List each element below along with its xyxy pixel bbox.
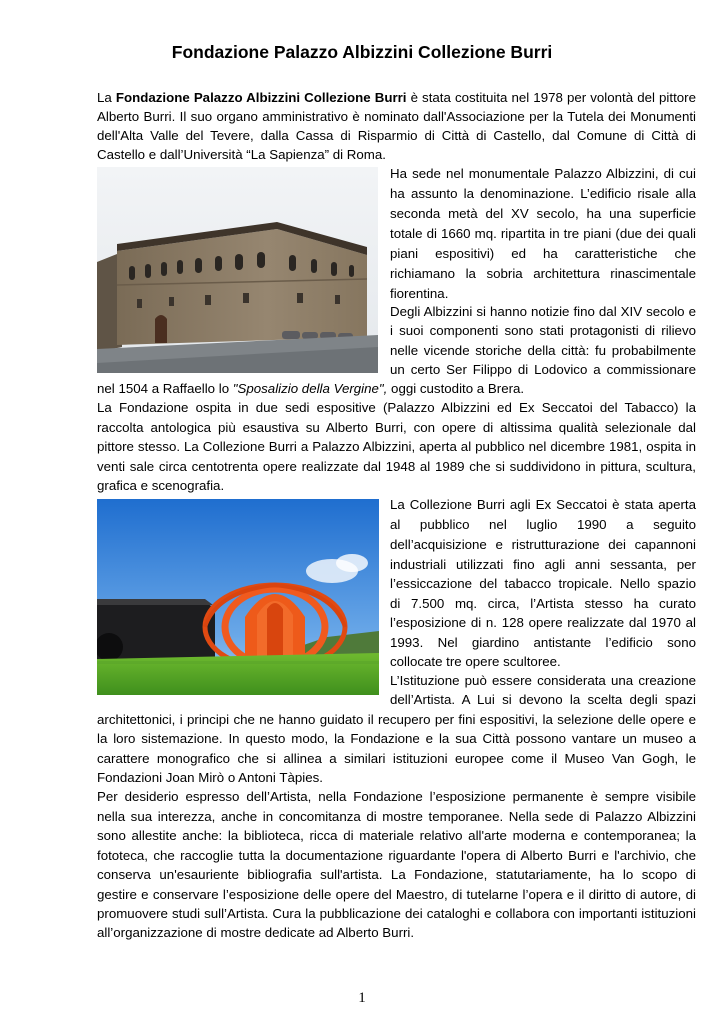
paragraph-5-line: 1993. Nel giardino antistante l’edificio sono	[390, 635, 696, 650]
paragraph-4-line: venti sale circa centotrenta opere realizzate dal 1948 al 1989 che si suddividono in pittura, scultura,	[97, 459, 696, 474]
paragraph-1-line: Alberto Burri. Il suo organo amministrativo è nominato dall'Associazione per la Tutela dei Monumenti	[97, 109, 696, 124]
paragraph-2-line: fiorentina.	[390, 286, 449, 301]
paragraph-5-line: l’essiccazione del tabacco tropicale. Nello spazio	[390, 576, 696, 591]
paragraph-1-line: Castello e dall’Università “La Sapienza” di Roma.	[97, 147, 386, 162]
paragraph-2-line: richiamano la sobria architettura rinascimentale	[390, 266, 696, 281]
paragraph-3-line: i suoi componenti sono stati protagonisti di rilievo	[390, 323, 696, 338]
paragraph-5-line: industriali utilizzati fino agli anni sessanta, per	[390, 557, 696, 572]
bold-foundation-name: Fondazione Palazzo Albizzini Collezione Burri	[115, 90, 407, 105]
paragraph-6-line: carattere monografico che si allinea a similari istituzioni europee come il Museo Van Gogh, le	[97, 751, 696, 766]
paragraph-7-line: fototeca, che raccoglie tutta la documentazione riguardante l'opera di Alberto Burri e l'archivio, che	[97, 848, 696, 863]
paragraph-5-line: l’esposizione di n. 128 opere realizzate dal 1970 al	[390, 615, 696, 630]
paragraph-5-line: di 7.500 mq. circa, l’Artista stesso ha curato	[390, 596, 696, 611]
paragraph-3-line	[97, 379, 696, 398]
seccatoi-illustration	[97, 499, 379, 695]
paragraph-6-line: la loro sistemazione. In questo modo, la Fondazione e la sua Città possono vantare un museo a	[97, 731, 696, 746]
paragraph-6-line: L’Istituzione può essere considerata una creazione	[390, 673, 696, 688]
paragraph-4-line: La Fondazione ospita in due sedi espositive (Palazzo Albizzini ed Ex Seccatoi del Tabacco) la	[97, 400, 696, 415]
paragraph-2-line: seconda metà del XV secolo, ha una superficie	[390, 206, 696, 221]
paragraph-4-line: grafica e scenografia.	[97, 478, 225, 493]
paragraph-2-line: totale di 1660 mq. ripartita in tre piani (due dei quali	[390, 226, 696, 241]
paragraph-2-line: Ha sede nel monumentale Palazzo Albizzini, di cui	[390, 166, 696, 181]
paragraph-3-line: nelle vicende storiche della città: fu probabilmente	[390, 343, 696, 358]
palazzo-albizzini-photo	[97, 167, 378, 373]
paragraph-5-line: collocate tre opere scultoree.	[390, 654, 561, 669]
paragraph-6-line: dell’Artista. A Lui si devono la scelta degli spazi	[390, 692, 696, 707]
paragraph-6-line: Fondazioni Joan Mirò o Antoni Tàpies.	[97, 770, 323, 785]
paragraph-7-line: nella sua interezza, anche in concomitanza di mostre temporanee. Nella sede di Palazzo Albizzini	[97, 809, 696, 824]
paragraph-5-line: La Collezione Burri agli Ex Seccatoi è stata aperta	[390, 497, 696, 512]
paragraph-7-line: promuovere studi sull’Artista. Cura la pubblicazione dei cataloghi e collabora con importanti istituzioni	[97, 906, 696, 921]
palazzo-illustration	[97, 167, 378, 373]
paragraph-4-line: pittore stesso. La Collezione Burri a Palazzo Albizzini, aperta al pubblico nel dicembre 1981, ospita in	[97, 439, 696, 454]
paragraph-2-line: piani espositivi) ed ha caratteristiche che	[390, 246, 696, 261]
paragraph-3-line: un certo Ser Filippo di Lodovico a commissionare	[390, 362, 696, 377]
paragraph-3-line: Degli Albizzini si hanno notizie fino dal XIV secolo e	[390, 304, 696, 319]
italic-painting-title: "Sposalizio della Vergine",	[232, 381, 388, 396]
paragraph-7-line: sono allestite anche: la biblioteca, ricca di materiale relativo all'arte moderna e contemporanea; la	[97, 828, 696, 843]
text-span: La	[97, 90, 116, 105]
paragraph-7-line: conserva un'esauriente bibliografia sull'artista. La Fondazione, statutariamente, ha lo scopo di	[97, 867, 696, 882]
paragraph-7-line: gestire e conservare l’esposizione delle opere del Maestro, di tutelarne l’opera e il diritto di autore, di	[97, 887, 696, 902]
paragraph-6-line: architettonici, i principi che ne hanno guidato il recupero per fini espositivi, la selezione delle opere e	[97, 712, 696, 727]
ex-seccatoi-photo	[97, 499, 379, 695]
paragraph-1-line: dell'Alta Valle del Tevere, dalla Cassa di Risparmio di Città di Castello, dal Comune di Città di	[97, 128, 696, 143]
page-title: Fondazione Palazzo Albizzini Collezione Burri	[171, 42, 553, 62]
paragraph-7-line: all’organizzazione di mostre dedicate ad Alberto Burri.	[97, 925, 415, 940]
page-number: 1	[358, 990, 366, 1006]
text-span: oggi custodito a Brera.	[387, 381, 525, 396]
paragraph-5-line: dell’acquisizione e ristrutturazione dei capannoni	[390, 537, 696, 552]
paragraph-5-line: al pubblico nel luglio 1990 a seguito	[390, 517, 696, 532]
text-span: nel 1504 a Raffaello lo	[97, 381, 233, 396]
text-span: è stata costituita nel 1978 per volontà del pittore	[406, 90, 696, 105]
paragraph-7-line: Per desiderio espresso dell’Artista, nella Fondazione l’esposizione permanente è sempre visibile	[97, 789, 696, 804]
paragraph-2-line: ha assunto la denominazione. L’edificio risale alla	[390, 186, 696, 201]
paragraph-4-line: raccolta antologica più esaustiva su Alberto Burri, con opere di altissima qualità selezionale dal	[97, 420, 696, 435]
paragraph-1-line	[97, 88, 696, 107]
